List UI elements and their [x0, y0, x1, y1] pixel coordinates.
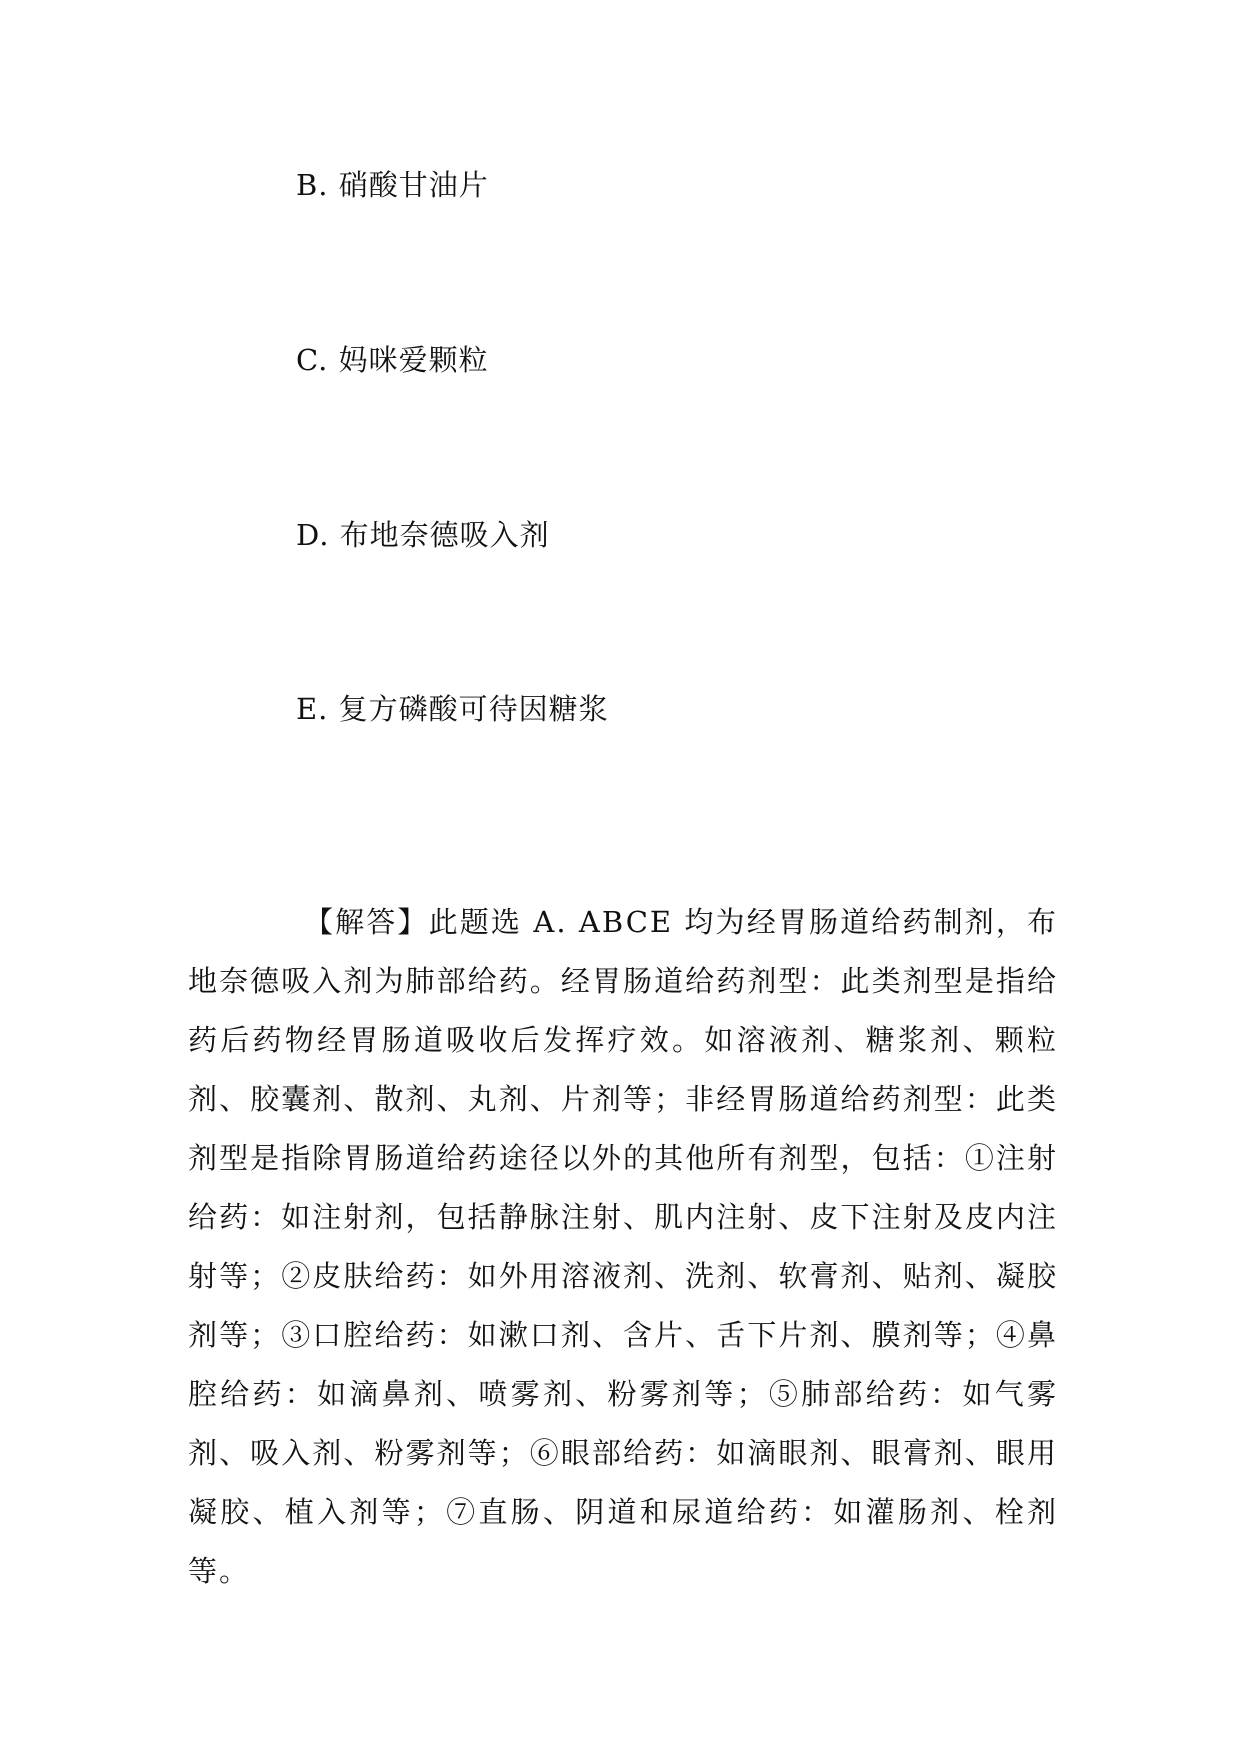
option-c: C. 妈咪爱颗粒 [296, 343, 489, 377]
option-b: B. 硝酸甘油片 [296, 168, 489, 202]
answer-explanation: 【解答】此题选 A. ABCE 均为经胃肠道给药制剂，布地奈德吸入剂为肺部给药。经胃肠道给药剂型：此类剂型是指给药后药物经胃肠道吸收后发挥疗效。如溶液剂、糖浆剂、颗粒剂、胶囊剂、散剂、丸剂、片剂等；非经胃肠道给药剂型：此类剂型是指除胃肠道给药途径以外的其他所有剂型，包括：①注射给药：如注射剂，包括静脉注射、肌内注射、皮下注射及皮内注射等；②皮肤给药：如外用溶液剂、洗剂、软膏剂、贴剂、凝胶剂等；③口腔给药：如漱口剂、含片、舌下片剂、膜剂等；④鼻腔给药：如滴鼻剂、喷雾剂、粉雾剂等；⑤肺部给药：如气雾剂、吸入剂、粉雾剂等；⑥眼部给药：如滴眼剂、眼膏剂、眼用凝胶、植入剂等；⑦直肠、阴道和尿道给药：如灌肠剂、栓剂等。 [188, 905, 1058, 1588]
option-e: E. 复方磷酸可待因糖浆 [296, 692, 609, 726]
option-d: D. 布地奈德吸入剂 [296, 518, 550, 552]
